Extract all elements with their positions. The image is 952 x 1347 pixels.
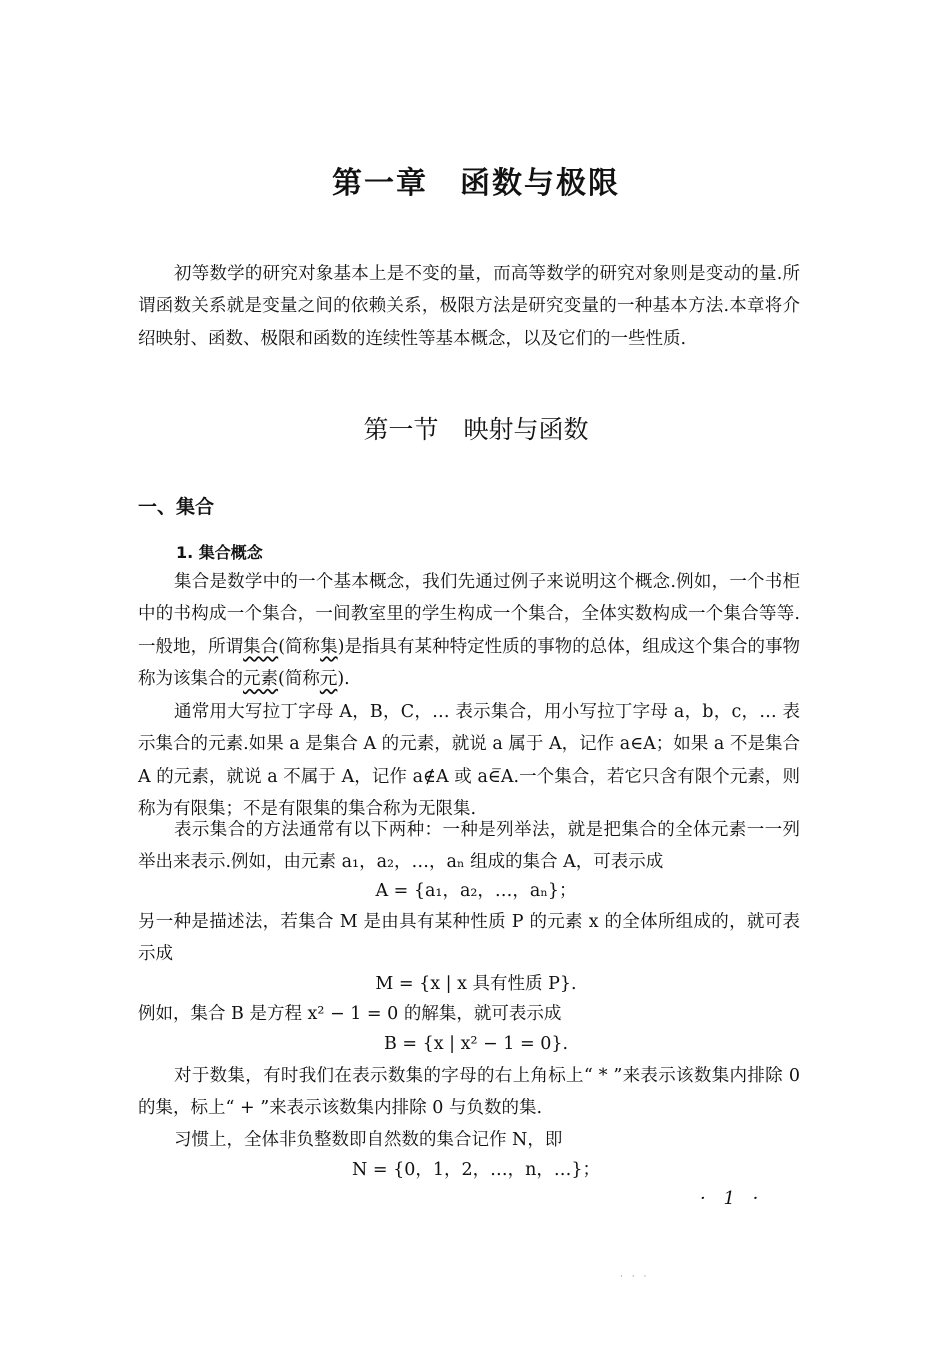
paragraph-number-sets: 对于数集，有时我们在表示数集的字母的右上角标上“ * ”来表示该数集内排除 0 的集，标上“ + ”来表示该数集内排除 0 与负数的集. [138,1066,800,1119]
section-title: 第一节 映射与函数 [363,415,589,444]
formula-enumeration: A = {a₁，a₂，…，aₙ}； [375,881,577,901]
paragraph-text: (简称 [278,669,320,690]
paragraph-text: )是指具有某种特定性质的事物的总体，组成这个集合的事物称为该集合的 [138,636,801,690]
paragraph-description: 另一种是描述法，若集合 M 是由具有某种性质 P 的元素 x 的全体所组成的，就可表示成 [138,912,800,965]
paragraph-set-definition [138,566,800,696]
paragraph-notation: 通常用大写拉丁字母 A，B，C，… 表示集合，用小写拉丁字母 a，b，c，… 表示集合的元素.如果 a 是集合 A 的元素，就说 a 属于 A，记作 a∈A；如果 a 不是集合 A 的元素，就说 a 不属于 A，记作 a∉A 或 a∈̅A.一个集合，若它只含有限个元素，则称为有限集；不是有限集的集合称为无限集. [138,702,800,820]
term-set: 集合 [243,636,279,657]
formula-natural-numbers: N = {0，1，2，…，n，…}； [351,1160,601,1180]
paragraph-text: 集合是数学中的一个基本概念，我们先通过例子来说明这个概念.例如，一个书柜中的书构成一个集合，一间教室里的学生构成一个集合，全体实数构成一个集合等等.一般地，所谓 [138,572,800,657]
heading-sets: 一、集合 [138,496,215,518]
paragraph-methods: 表示集合的方法通常有以下两种：一种是列举法，就是把集合的全体元素一一列举出来表示.例如，由元素 a₁，a₂，…，aₙ 组成的集合 A，可表示成 [138,820,800,873]
page-number: · 1 · [700,1188,765,1209]
paragraph-example: 例如，集合 B 是方程 x² − 1 = 0 的解集，就可表示成 [138,1004,562,1024]
formula-example: B = {x | x² − 1 = 0}. [383,1034,569,1054]
paragraph-natural-numbers: 习惯上，全体非负整数即自然数的集合记作 N，即 [174,1130,563,1150]
term-element-short: 元 [319,669,338,690]
scan-artifact: · · · [620,1272,650,1282]
heading-set-concept: 1. 集合概念 [176,543,263,562]
intro-paragraph: 初等数学的研究对象基本上是不变的量，而高等数学的研究对象则是变动的量.所谓函数关系就是变量之间的依赖关系，极限方法是研究变量的一种基本方法.本章将介绍映射、函数、极限和函数的连续性等基本概念，以及它们的一些性质. [138,264,800,349]
paragraph-text: ). [337,669,350,690]
term-set-short: 集 [320,636,338,657]
term-element: 元素 [243,669,278,690]
paragraph-text: (简称 [278,636,321,657]
chapter-title: 第一章 函数与极限 [332,166,620,201]
formula-description: M = {x | x 具有性质 P}. [375,974,577,994]
